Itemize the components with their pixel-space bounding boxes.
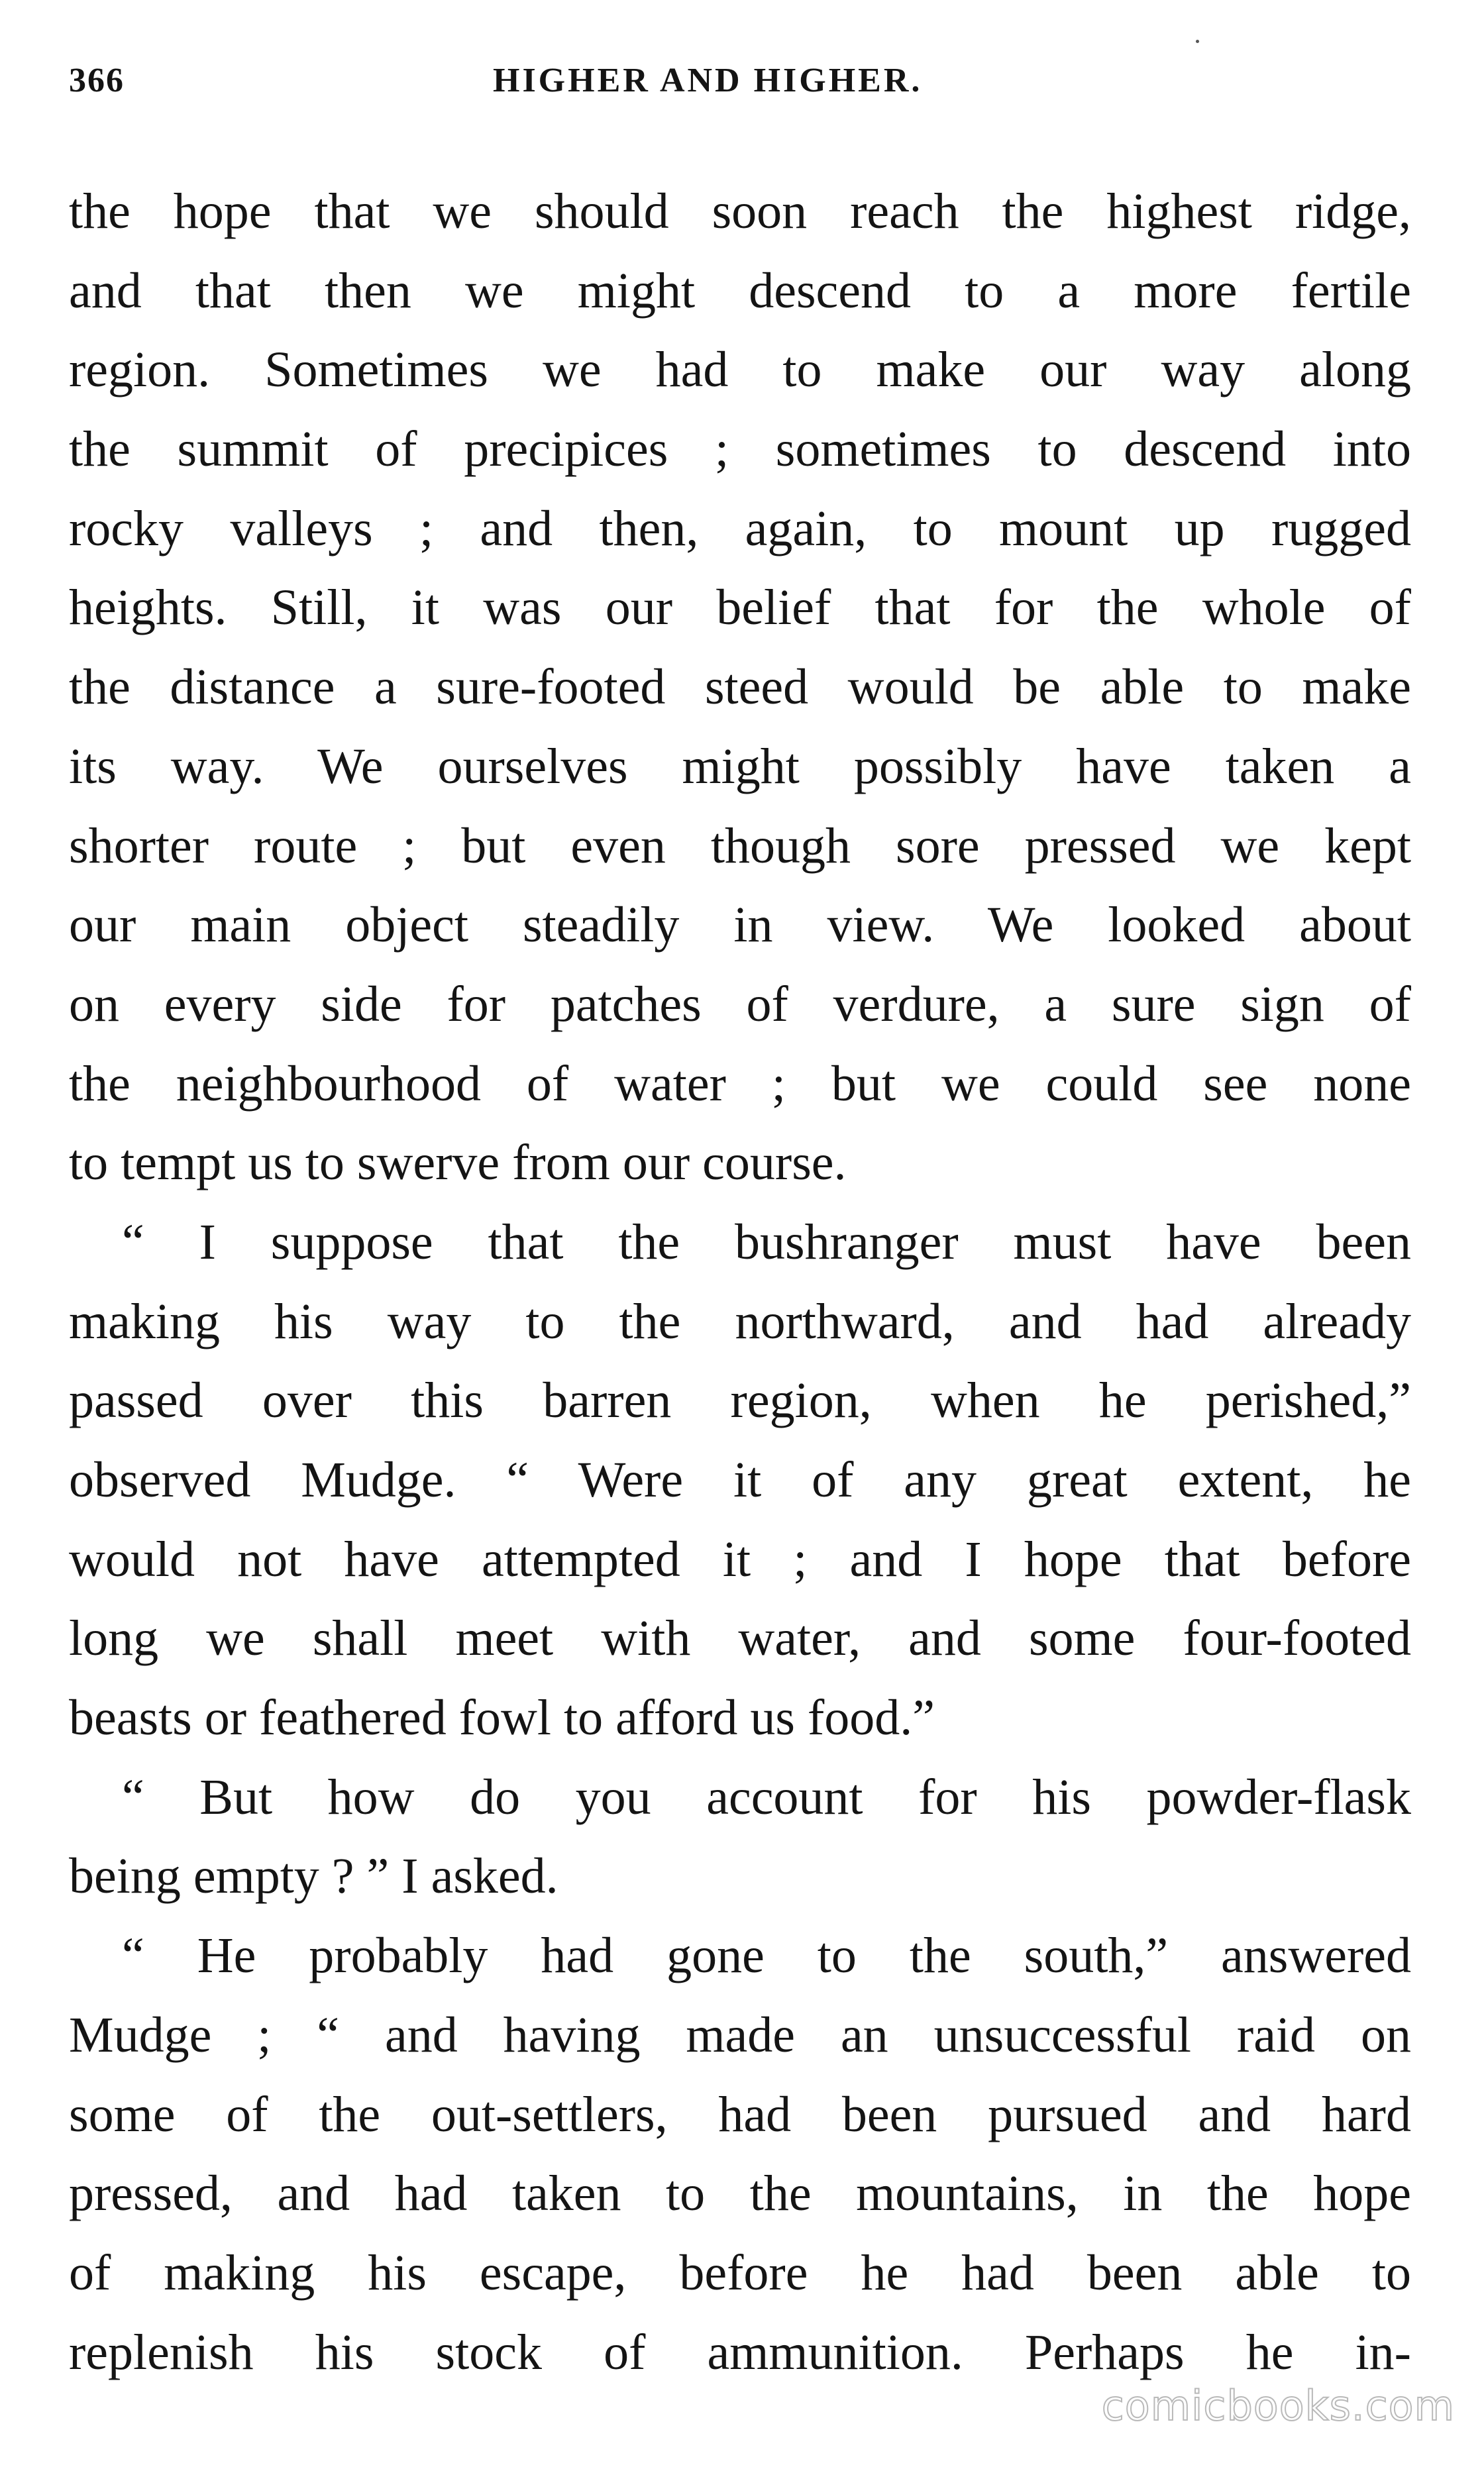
text-line: observed Mudge. “ Were it of any great extent, he: [69, 1452, 1411, 1508]
text-line: long we shall meet with water, and some four-footed: [69, 1610, 1411, 1667]
text-line: on every side for patches of verdure, a sure sign of: [69, 976, 1411, 1032]
text-line: the hope that we should soon reach the highest ridge,: [69, 184, 1411, 239]
text-line: pressed, and had taken to the mountains, in the hope: [69, 2166, 1411, 2222]
text-line: region. Sometimes we had to make our way along: [69, 342, 1411, 398]
text-line: beasts or feathered fowl to afford us food.”: [69, 1690, 935, 1746]
text-line: “ But how do you account for his powder-flask: [122, 1769, 1411, 1825]
text-line: would not have attempted it ; and I hope that before: [69, 1531, 1411, 1587]
text-line: its way. We ourselves might possibly have taken a: [69, 738, 1411, 794]
text-line: heights. Still, it was our belief that for the whole of: [69, 580, 1411, 636]
text-line: of making his escape, before he had been able to: [69, 2244, 1411, 2301]
text-line: and that then we might descend to a more fertile: [69, 262, 1411, 319]
running-head: [69, 61, 1418, 107]
text-line: shorter route ; but even though sore pressed we kept: [69, 817, 1411, 874]
text-line: the distance a sure-footed steed would be able to make: [69, 659, 1411, 715]
text-line: the neighbourhood of water ; but we could see none: [69, 1055, 1411, 1112]
text-line: the summit of precipices ; sometimes to descend into: [69, 421, 1411, 478]
text-line: some of the out-settlers, had been pursued and hard: [69, 2086, 1411, 2142]
text-line: rocky valleys ; and then, again, to mount up rugged: [69, 500, 1411, 556]
ink-speck: [1196, 40, 1199, 43]
text-line: to tempt us to swerve from our course.: [69, 1135, 847, 1191]
body-text: [69, 172, 1411, 2392]
running-title: HIGHER AND HIGHER.: [493, 62, 923, 99]
text-line: replenish his stock of ammunition. Perhaps he in-: [69, 2324, 1411, 2380]
text-line: our main object steadily in view. We looked about: [69, 897, 1411, 953]
text-line: passed over this barren region, when he perished,”: [69, 1373, 1411, 1429]
text-line: “ He probably had gone to the south,” answered: [122, 1928, 1411, 1984]
text-line: “ I suppose that the bushranger must have been: [122, 1214, 1411, 1270]
page-number: 366: [69, 62, 125, 99]
text-line: being empty ? ” I asked.: [69, 1848, 558, 1905]
text-line: making his way to the northward, and had already: [69, 1293, 1411, 1349]
watermark: comicbooks.com: [1101, 2382, 1455, 2430]
text-line: Mudge ; “ and having made an unsuccessful raid on: [69, 2007, 1411, 2063]
